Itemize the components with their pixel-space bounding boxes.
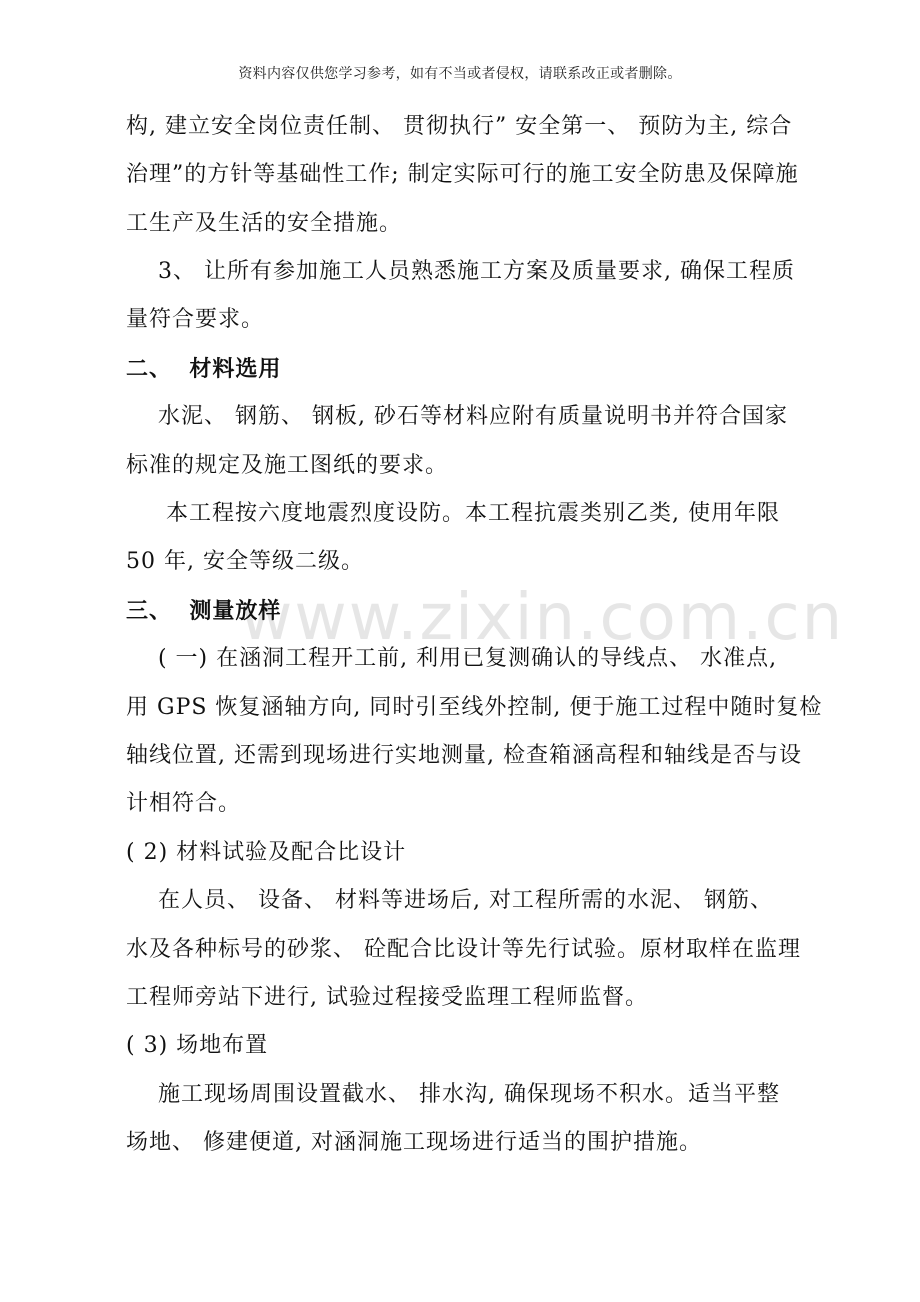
paragraph-line: 本工程按六度地震烈度设防。本工程抗震类别乙类, 使用年限 bbox=[126, 501, 780, 526]
paragraph-line: 50 年, 安全等级二级。 bbox=[126, 549, 364, 574]
paragraph-line: 场地、 修建便道, 对涵洞施工现场进行适当的围护措施。 bbox=[126, 1130, 702, 1155]
paragraph-line: 标准的规定及施工图纸的要求。 bbox=[126, 453, 449, 478]
subsection-heading: ( 2) 材料试验及配合比设计 bbox=[126, 840, 407, 865]
paragraph-line: 水泥、 钢筋、 钢板, 砂石等材料应附有质量说明书并符合国家 bbox=[126, 404, 788, 429]
paragraph-line: 量符合要求。 bbox=[126, 307, 265, 332]
watermark-text: www.zixin.com.cn bbox=[240, 581, 845, 655]
paragraph-line: 3、 让所有参加施工人员熟悉施工方案及质量要求, 确保工程质 bbox=[126, 259, 795, 284]
paragraph-line: 计相符合。 bbox=[126, 791, 242, 816]
paragraph-line: 施工现场周围设置截水、 排水沟, 确保现场不积水。适当平整 bbox=[126, 1082, 780, 1107]
header-disclaimer: 资料内容仅供您学习参考，如有不当或者侵权，请联系改正或者删除。 bbox=[238, 66, 682, 82]
paragraph-line: ( 一) 在涵洞工程开工前, 利用已复测确认的导线点、 水准点, bbox=[126, 646, 778, 671]
paragraph-line: 治理”的方针等基础性工作; 制定实际可行的施工安全防患及保障施 bbox=[126, 162, 799, 187]
paragraph-line: 在人员、 设备、 材料等进场后, 对工程所需的水泥、 钢筋、 bbox=[126, 888, 773, 913]
paragraph-line: 工程师旁站下进行, 试验过程接受监理工程师监督。 bbox=[126, 985, 648, 1010]
section-heading: 三、 测量放样 bbox=[126, 598, 282, 624]
paragraph-line: 工生产及生活的安全措施。 bbox=[126, 211, 403, 236]
paragraph-line: 轴线位置, 还需到现场进行实地测量, 检查箱涵高程和轴线是否与设 bbox=[126, 743, 802, 768]
section-heading: 二、 材料选用 bbox=[126, 356, 282, 382]
subsection-heading: ( 3) 场地布置 bbox=[126, 1033, 269, 1058]
paragraph-line: 水及各种标号的砂浆、 砼配合比设计等先行试验。原材取样在监理 bbox=[126, 937, 801, 962]
paragraph-line: 用 GPS 恢复涵轴方向, 同时引至线外控制, 便于施工过程中随时复检 bbox=[126, 695, 823, 720]
paragraph-line: 构, 建立安全岗位责任制、 贯彻执行” 安全第一、 预防为主, 综合 bbox=[126, 114, 793, 139]
